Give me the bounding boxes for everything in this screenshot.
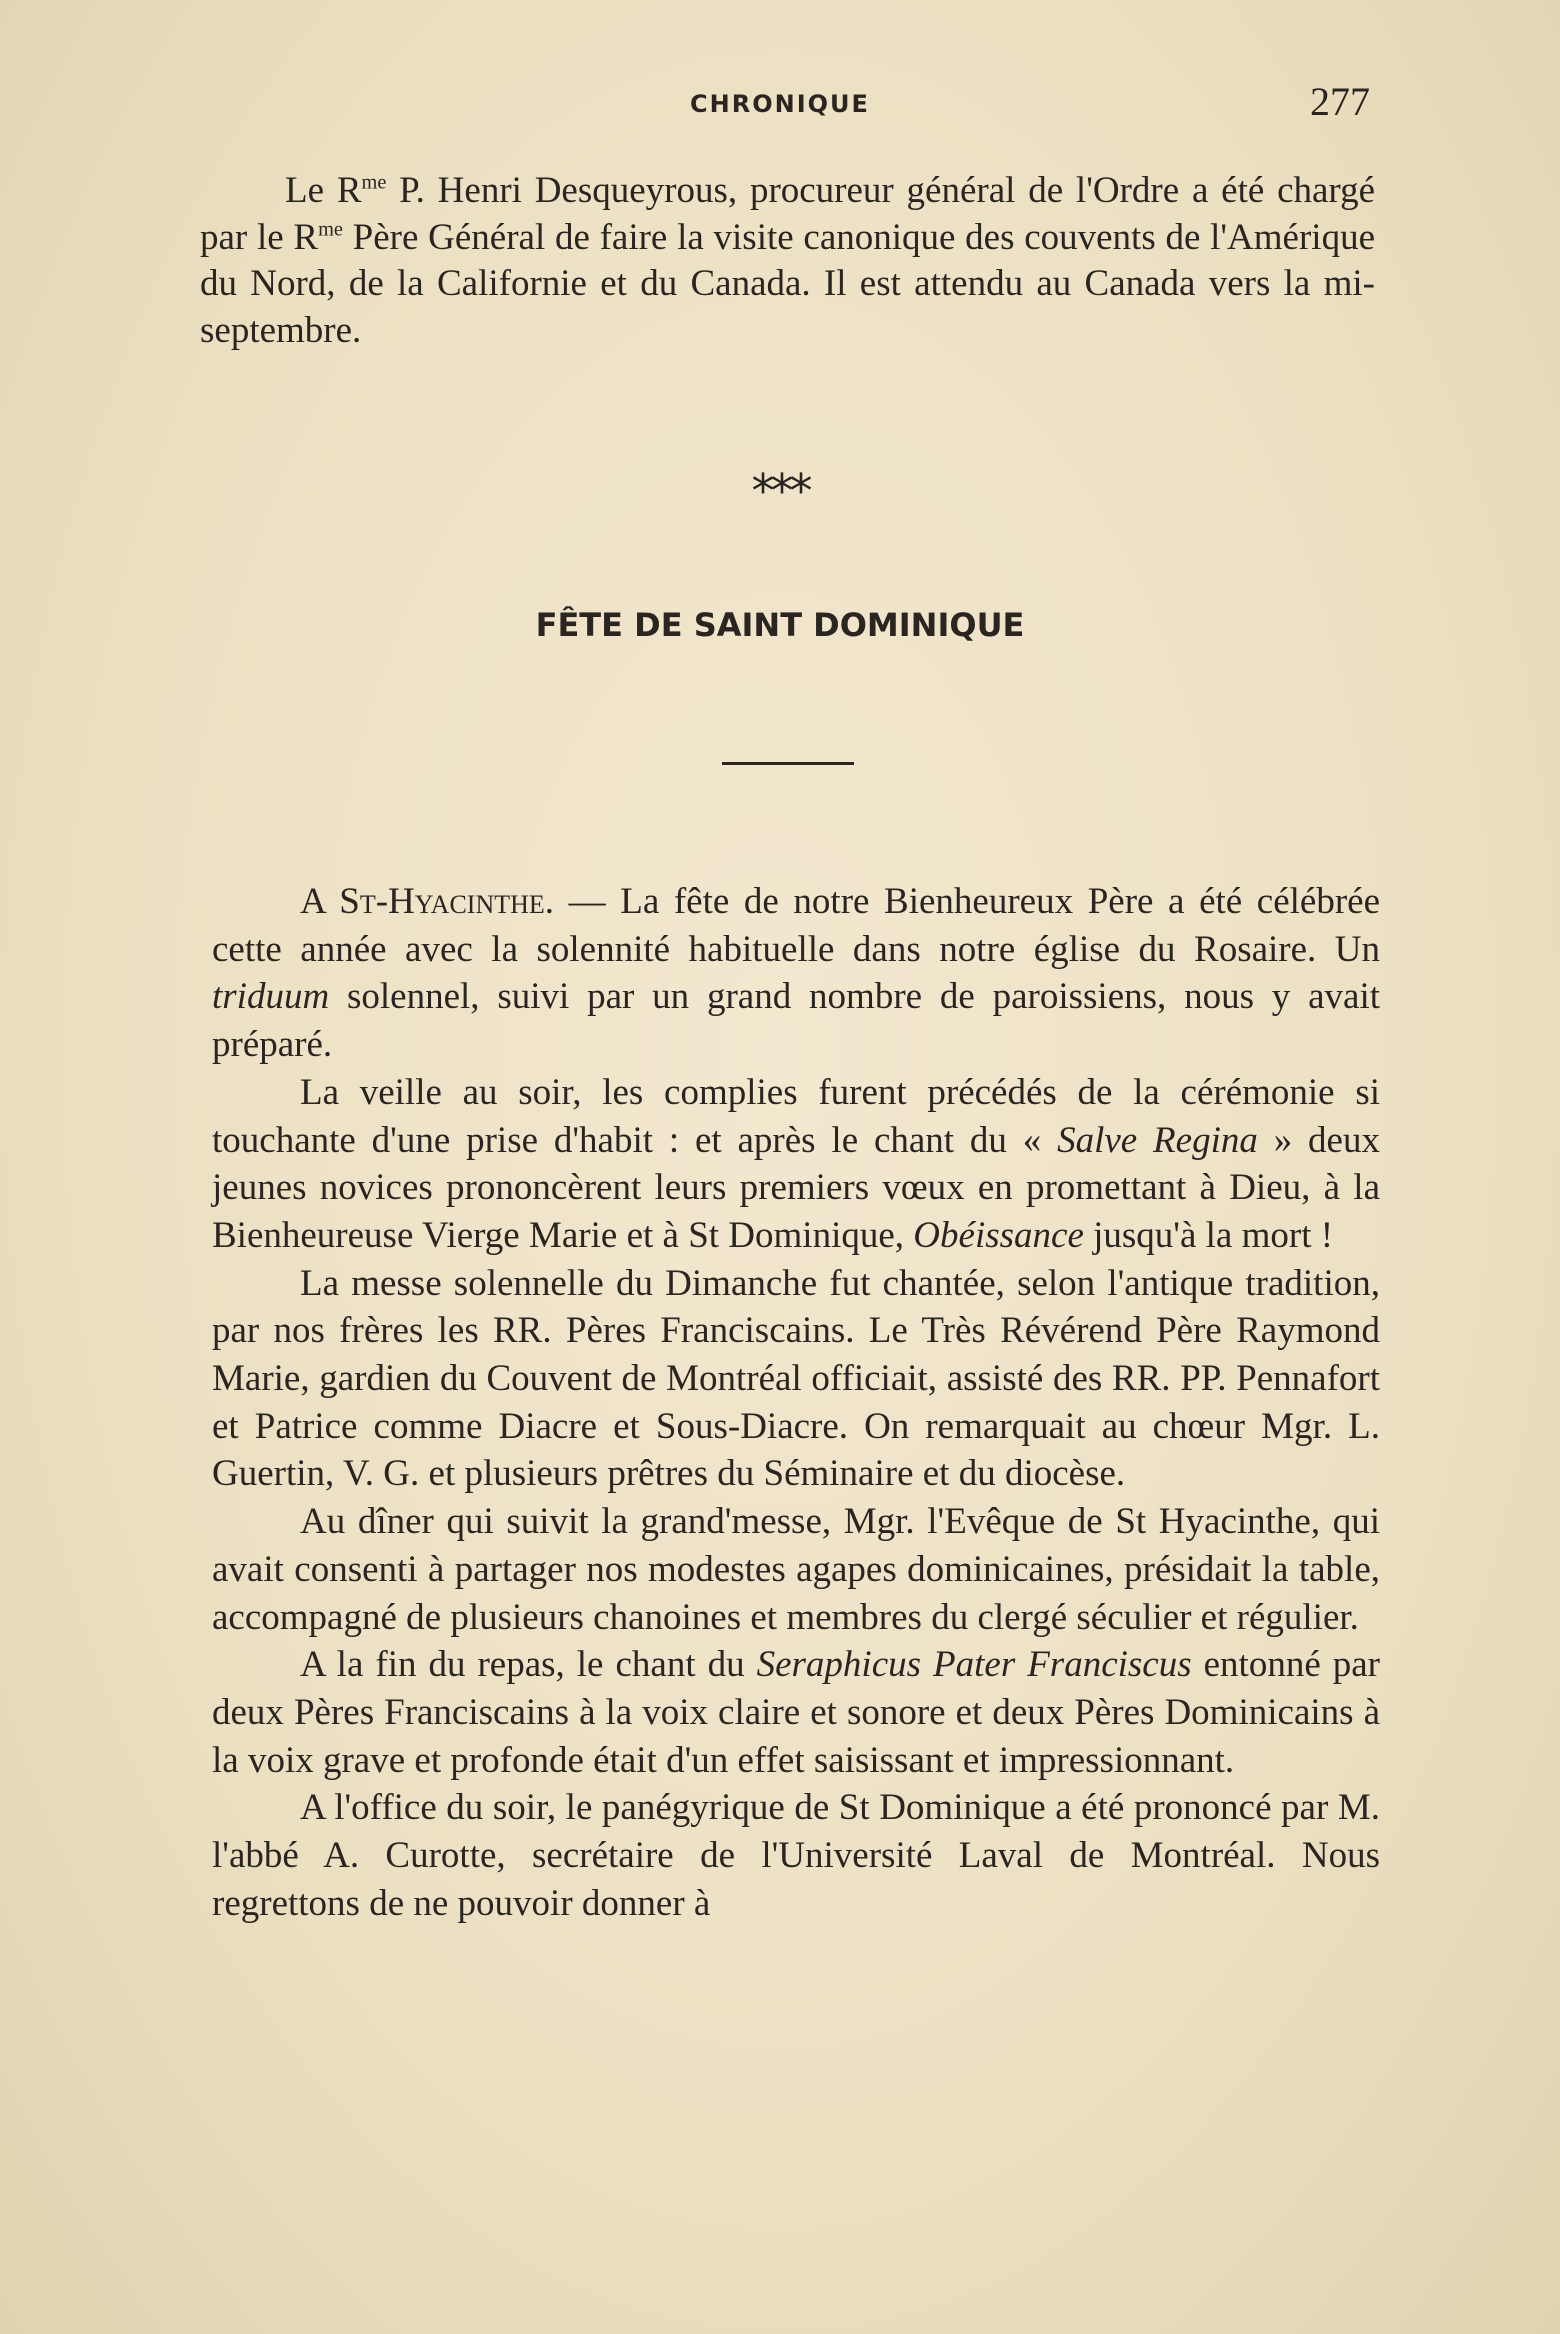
paragraph-5: [212, 1641, 1380, 1784]
section-title: FÊTE DE SAINT DOMINIQUE: [535, 606, 1025, 644]
paragraph-1-italic: triduum: [212, 976, 330, 1018]
paragraph-1: [212, 878, 1380, 1069]
article-body: [212, 878, 1380, 1927]
paragraph-2-text-a: La veille au soir, les complies furent précédés de la cérémonie si touchante d'une prise d'habit : et après le chant du «: [212, 1071, 1380, 1161]
asterism-separator: ***: [751, 464, 809, 518]
intro-text-part-2: Père Général de faire la visite canonique des couvents de l'Amérique du Nord, de la Californie et du Canada. Il est attendu au Canada vers la mi-septembre.: [200, 216, 1376, 351]
running-title: CHRONIQUE: [690, 90, 870, 118]
intro-superscript: me: [361, 171, 387, 194]
intro-superscript-2: me: [318, 218, 343, 241]
page-number: 277: [1310, 79, 1370, 124]
paragraph-4: Au dîner qui suivit la grand'messe, Mgr. l'Evêque de St Hyacinthe, qui avait consenti à partager nos modestes agapes dominicaines, présidait la table, accompagné de plusieurs chanoines et membres du clergé séculier et régulier.: [212, 1501, 1380, 1638]
paragraph-2-text-b: » deux jeunes novices prononcèrent leurs premiers vœux en promettant à Dieu, à la Bienheureuse Vierge Marie et à St Dominique,: [212, 1119, 1380, 1256]
paragraph-2-italic-b: Obéissance: [913, 1214, 1084, 1256]
title-rule: [722, 762, 854, 765]
dateline-place: A St-Hyacinthe.: [300, 881, 555, 922]
paragraph-5-text-a: A la fin du repas, le chant du: [300, 1644, 757, 1686]
intro-r-prefix: Le R: [285, 170, 362, 211]
intro-paragraph: [200, 168, 1375, 354]
paragraph-1-text-a: — La fête de notre Bienheureux Père a été célébrée cette année avec la solennité habituelle dans notre église du Rosaire. Un: [212, 881, 1381, 970]
paragraph-2-italic-a: Salve Regina: [1057, 1119, 1258, 1161]
paragraph-2-text-c: jusqu'à la mort !: [1083, 1214, 1334, 1256]
paragraph-1-text-b: solennel, suivi par un grand nombre de paroissiens, nous y avait préparé.: [212, 976, 1380, 1066]
paragraph-5-italic: Seraphicus Pater Franciscus: [756, 1644, 1192, 1686]
intro-text-part-1: P. Henri Desqueyrous, procureur général de l'Ordre a été chargé par le R: [200, 170, 1376, 258]
paragraph-3: La messe solennelle du Dimanche fut chantée, selon l'antique tradition, par nos frères les RR. Pères Franciscains. Le Très Révérend Père Raymond Marie, gardien du Couvent de Montréal officiait, assisté des RR. PP. Pennafort et Patrice comme Diacre et Sous-Diacre. On remarquait au chœur Mgr. L. Guertin, V. G. et plusieurs prêtres du Séminaire et du diocèse.: [212, 1262, 1380, 1495]
paragraph-2: [212, 1069, 1380, 1260]
paragraph-5-text-b: entonné par deux Pères Franciscains à la voix claire et sonore et deux Pères Dominicains à la voix grave et profonde était d'un effet saisissant et impressionnant.: [212, 1644, 1381, 1781]
intro-text: [200, 168, 1375, 354]
page-header: [190, 78, 1370, 138]
paragraph-6: A l'office du soir, le panégyrique de St Dominique a été prononcé par M. l'abbé A. Curotte, secrétaire de l'Université Laval de Montréal. Nous regrettons de ne pouvoir donner à: [212, 1787, 1380, 1924]
